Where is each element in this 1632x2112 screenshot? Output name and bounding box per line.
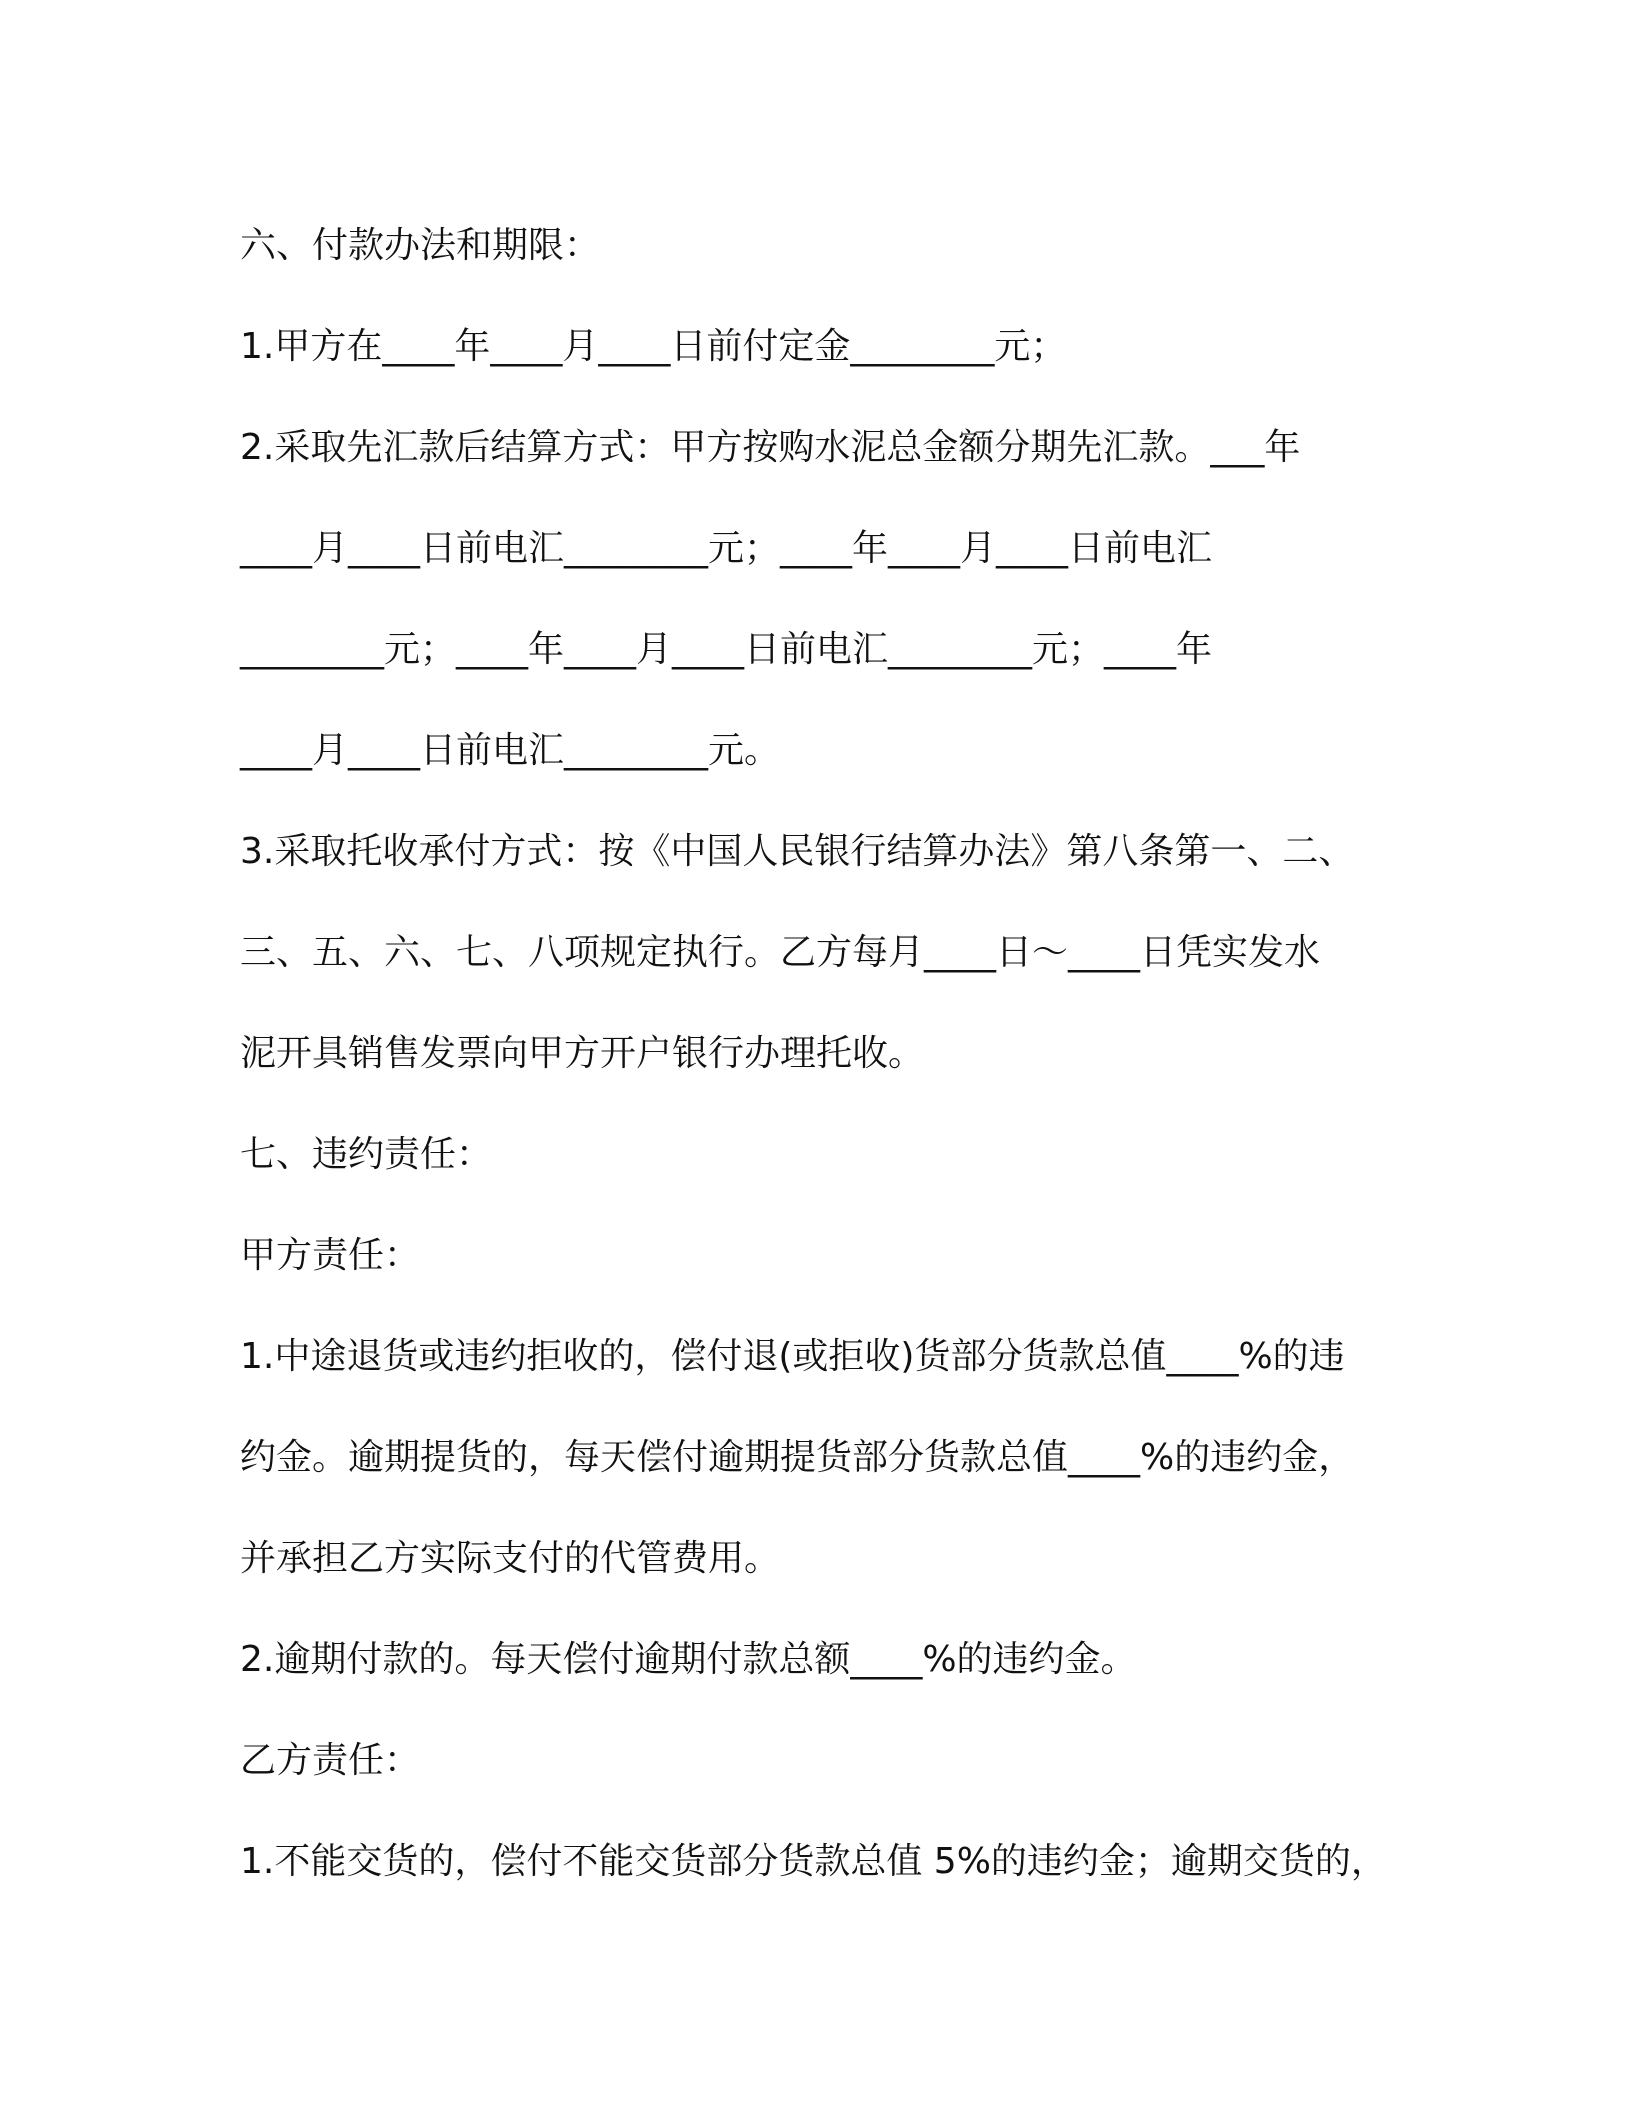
- payment-clause-3-line-3: 泥开具销售发票向甲方开户银行办理托收。: [240, 1033, 925, 1074]
- payment-clause-2-line-3: ________元；____年____月____日前电汇________元；____年: [240, 629, 1213, 670]
- section-heading-payment: 六、付款办法和期限：: [240, 225, 601, 266]
- payment-clause-2-line-1: 2.采取先汇款后结算方式：甲方按购水泥总金额分期先汇款。___年: [240, 427, 1301, 468]
- payment-clause-2-line-2: ____月____日前电汇________元；____年____月____日前电汇: [240, 528, 1213, 569]
- party-a-liability-heading: 甲方责任：: [240, 1235, 421, 1276]
- payment-clause-1: 1.甲方在____年____月____日前付定金________元；: [240, 326, 1067, 367]
- payment-clause-3-line-2: 三、五、六、七、八项规定执行。乙方每月____日～____日凭实发水: [240, 932, 1321, 973]
- payment-clause-2-line-4: ____月____日前电汇________元。: [240, 730, 781, 771]
- payment-clause-3-line-1: 3.采取托收承付方式：按《中国人民银行结算办法》第八条第一、二、: [240, 831, 1355, 872]
- section-heading-liability: 七、违约责任：: [240, 1134, 493, 1175]
- party-b-liability-heading: 乙方责任：: [240, 1740, 421, 1781]
- party-a-clause-1-line-2: 约金。逾期提货的，每天偿付逾期提货部分货款总值____%的违约金，: [240, 1437, 1355, 1478]
- party-b-clause-1-line-1: 1.不能交货的，偿付不能交货部分货款总值 5%的违约金；逾期交货的，: [240, 1841, 1387, 1882]
- document-body: [240, 195, 1420, 1912]
- party-a-clause-1-line-3: 并承担乙方实际支付的代管费用。: [240, 1538, 781, 1579]
- party-a-clause-1-line-1: 1.中途退货或违约拒收的，偿付退(或拒收)货部分货款总值____%的违: [240, 1336, 1345, 1377]
- party-a-clause-2: 2.逾期付款的。每天偿付逾期付款总额____%的违约金。: [240, 1639, 1137, 1680]
